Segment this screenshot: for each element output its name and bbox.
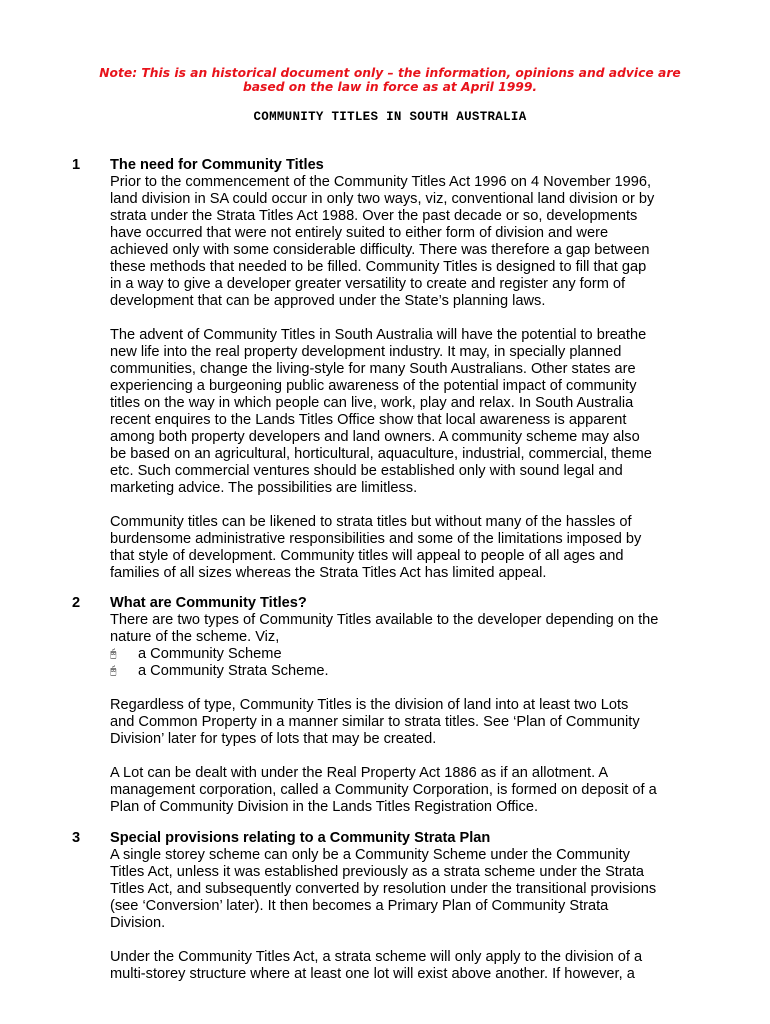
- section-3-body: [110, 830, 710, 983]
- document-title: COMMUNITY TITLES IN SOUTH AUSTRALIA: [253, 110, 527, 124]
- section-1-paragraph-1: Prior to the commencement of the Community Titles Act 1996 on 4 November 1996, land division in SA could occur in only two ways, viz, conventional land division or by strata under the Strata Titles Act 1988. Over the past decade or so, developments have occurred that were not entirely suited to either form of division and were achieved only with some considerable difficulty. There was therefore a gap between these methods that needed to be filled. Community Titles is designed to fill that gap in a way to give a developer greater versatility to create and register any form of development that can be approved under the State’s planning laws.: [110, 174, 655, 309]
- section-1-number: 1: [72, 157, 81, 173]
- section-2-body: [110, 595, 710, 816]
- section-3-number: 3: [72, 830, 81, 846]
- bullet-item: [110, 663, 710, 680]
- section-3-paragraph-1: A single storey scheme can only be a Community Scheme under the Community Titles Act, unless it was established previously as a strata scheme under the Strata Titles Act, and subsequently converted by resolution under the transitional provisions (see ‘Conversion’ later). It then becomes a Primary Plan of Community Strata Division.: [110, 847, 657, 931]
- bullet-item-label: a Community Scheme: [138, 646, 282, 662]
- section-1-body: [110, 157, 710, 582]
- section-3-heading: Special provisions relating to a Community Strata Plan: [110, 830, 491, 846]
- mouse-bullet-icon: 🖰: [110, 648, 117, 660]
- bullet-item-label: a Community Strata Scheme.: [138, 663, 329, 679]
- section-2-paragraph-1: Regardless of type, Community Titles is the division of land into at least two Lots and Common Property in a manner similar to strata titles. See ‘Plan of Community Division’ later for types of lots that may be created.: [110, 697, 640, 747]
- section-2-paragraph-2: A Lot can be dealt with under the Real Property Act 1886 as if an allotment. A management corporation, called a Community Corporation, is formed on deposit of a Plan of Community Division in the Lands Titles Registration Office.: [110, 765, 657, 815]
- section-2-heading: What are Community Titles?: [110, 595, 307, 611]
- mouse-bullet-icon: 🖰: [110, 665, 117, 677]
- section-2-number: 2: [72, 595, 81, 611]
- bullet-item: [110, 646, 710, 663]
- historical-note: [60, 66, 720, 94]
- section-1-paragraph-3: Community titles can be likened to strata titles but without many of the hassles of burdensome administrative responsibilities and some of the limitations imposed by that style of development. Community titles will appeal to people of all ages and families of all sizes whereas the Strata Titles Act has limited appeal.: [110, 514, 642, 581]
- section-3-paragraph-2: Under the Community Titles Act, a strata scheme will only apply to the division of a multi-storey structure where at least one lot will exist above another. If however, a: [110, 949, 643, 982]
- section-1-paragraph-2: The advent of Community Titles in South Australia will have the potential to breathe new life into the real property development industry. It may, in specially planned communities, change the living-style for many South Australians. Other states are experiencing a burgeoning public awareness of the potential impact of community titles on the way in which people can live, work, play and relax. In South Australia recent enquires to the Lands Titles Office show that local awareness is apparent among both property developers and land owners. A community scheme may also be based on an agricultural, horticultural, aquaculture, industrial, commercial, theme etc. Such commercial ventures should be established only with sound legal and marketing advice. The possibilities are limitless.: [110, 327, 652, 496]
- section-1-heading: The need for Community Titles: [110, 157, 324, 173]
- historical-note-line-1: Note: This is an historical document only – the information, opinions and advice are: [99, 66, 681, 80]
- section-2-intro: There are two types of Community Titles available to the developer depending on the nature of the scheme. Viz,: [110, 612, 659, 645]
- historical-note-line-2: based on the law in force as at April 1999.: [242, 80, 538, 94]
